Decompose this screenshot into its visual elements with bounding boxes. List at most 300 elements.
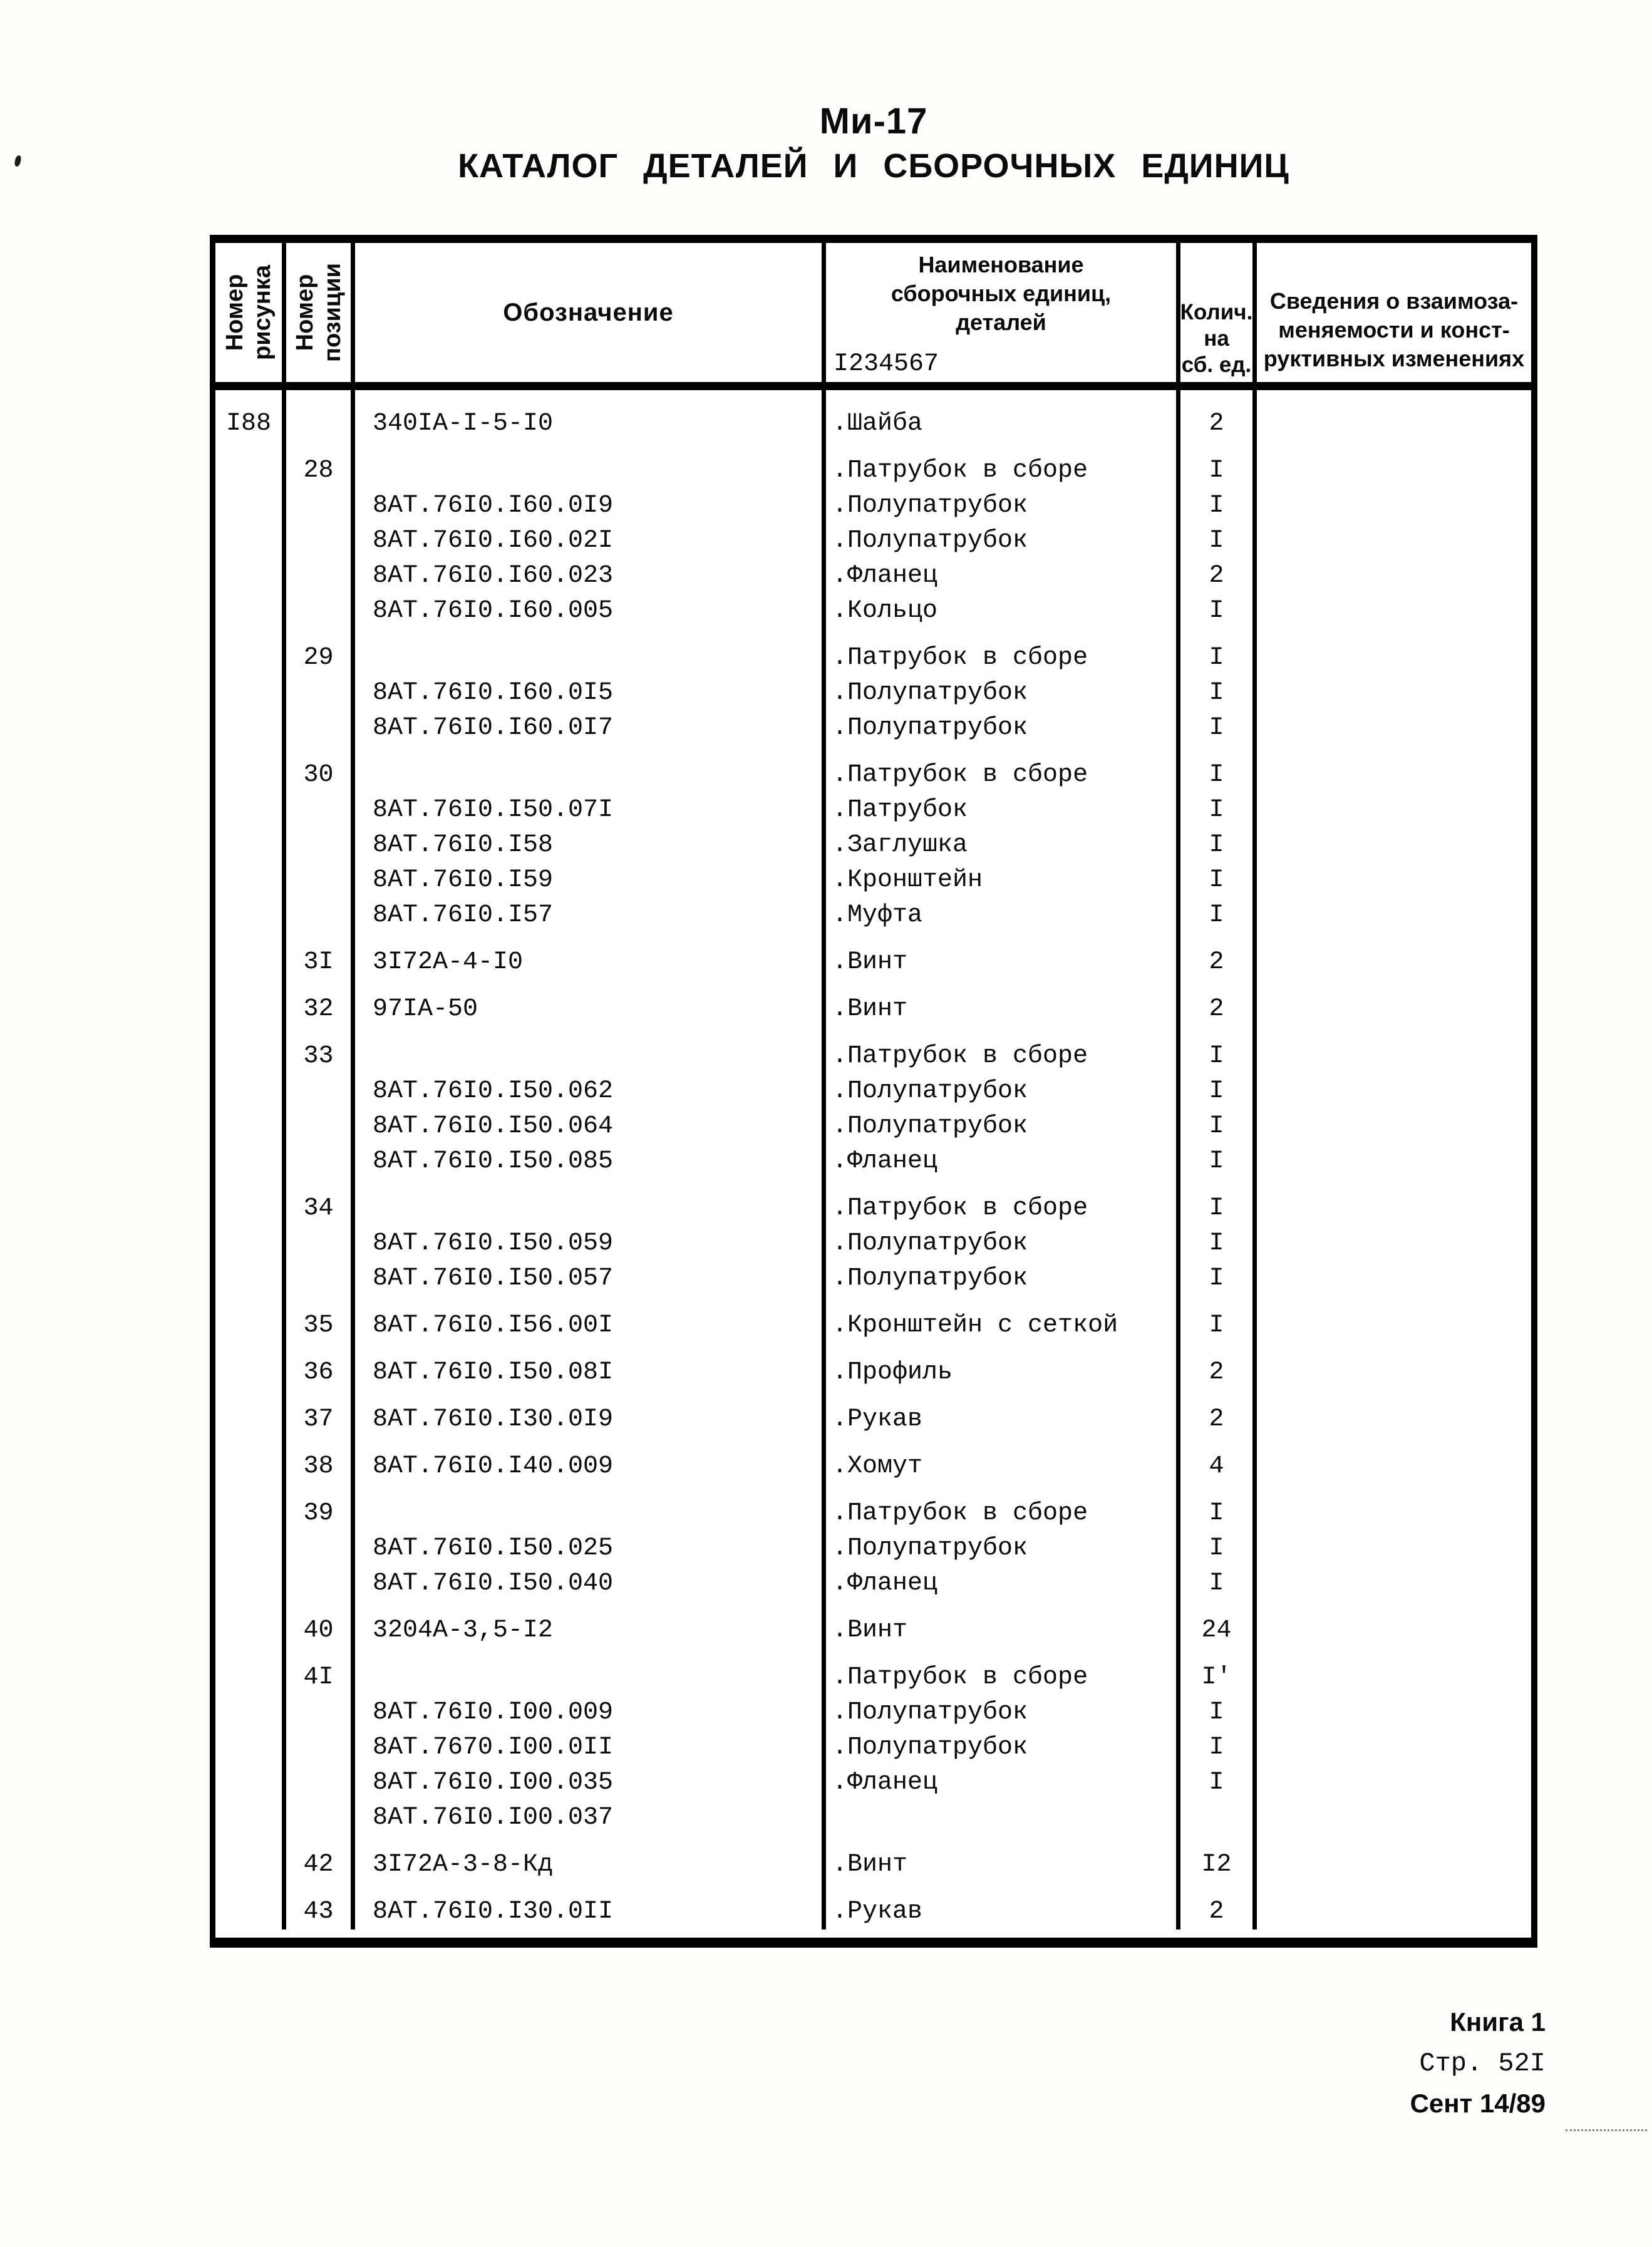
position-cell-text: 36 xyxy=(303,1358,334,1387)
position-cell-text: 42 xyxy=(303,1851,334,1879)
scan-artifact-dots xyxy=(1566,2129,1647,2131)
designation-cell xyxy=(355,1437,826,1484)
figure-number-cell xyxy=(215,524,286,559)
figure-number-cell xyxy=(215,1765,286,1800)
quantity-cell-text: I xyxy=(1209,457,1224,485)
figure-number-cell xyxy=(215,1296,286,1343)
name-cell xyxy=(826,1883,1180,1929)
designation-cell xyxy=(355,1343,826,1390)
designation-cell xyxy=(355,1883,826,1929)
designation-cell xyxy=(355,1765,826,1800)
page-number-label: Стр. 52I xyxy=(1419,2048,1546,2079)
figure-number-cell xyxy=(215,746,286,793)
quantity-cell xyxy=(1180,1883,1257,1929)
quantity-cell-text: 2 xyxy=(1209,1358,1224,1387)
designation-cell xyxy=(355,629,826,676)
notes-cell xyxy=(1257,980,1531,1027)
quantity-cell-text: I xyxy=(1209,761,1224,789)
quantity-cell xyxy=(1180,1730,1257,1765)
name-cell xyxy=(826,1109,1180,1144)
name-cell xyxy=(826,1261,1180,1296)
name-cell-text: .Патрубок в сборе xyxy=(832,1499,1088,1527)
position-cell xyxy=(286,488,355,524)
table-row xyxy=(215,1144,1531,1179)
table-row xyxy=(215,1730,1531,1765)
name-cell xyxy=(826,1531,1180,1566)
quantity-cell xyxy=(1180,559,1257,594)
designation-cell-text: 8АТ.76I0.I00.009 xyxy=(373,1698,614,1727)
table-row xyxy=(215,1531,1531,1566)
notes-cell xyxy=(1257,1296,1531,1343)
designation-cell-text: 8АТ.76I0.I60.02I xyxy=(373,527,614,555)
quantity-cell xyxy=(1180,1695,1257,1730)
designation-cell xyxy=(355,1695,826,1730)
designation-cell xyxy=(355,524,826,559)
designation-cell-text: 8АТ.76I0.I50.064 xyxy=(373,1112,614,1140)
name-cell xyxy=(826,933,1180,980)
position-cell xyxy=(286,1390,355,1437)
quantity-cell xyxy=(1180,676,1257,711)
table-row xyxy=(215,1226,1531,1261)
designation-cell-text: 8АТ.76I0.I50.08I xyxy=(373,1358,614,1387)
figure-number-cell xyxy=(215,594,286,629)
name-cell xyxy=(826,390,1180,442)
header-quantity-line2: на xyxy=(1204,326,1229,351)
notes-cell xyxy=(1257,828,1531,863)
notes-cell xyxy=(1257,1601,1531,1648)
name-cell-text: .Рукав xyxy=(832,1898,923,1926)
quantity-cell xyxy=(1180,1074,1257,1109)
position-cell xyxy=(286,1800,355,1836)
table-row xyxy=(215,898,1531,933)
designation-cell-text: 3I72А-4-I0 xyxy=(373,948,524,976)
table-row xyxy=(215,863,1531,898)
quantity-cell xyxy=(1180,1179,1257,1226)
quantity-cell-text: I xyxy=(1209,1147,1224,1175)
quantity-cell-text: I xyxy=(1209,1077,1224,1105)
table-row xyxy=(215,1648,1531,1695)
quantity-cell-text: 2 xyxy=(1209,1898,1224,1926)
designation-cell-text: 340IА-I-5-I0 xyxy=(373,410,554,438)
name-cell-text: .Фланец xyxy=(832,562,938,590)
figure-number-cell-text: I88 xyxy=(225,410,271,438)
name-cell-text: .Полупатрубок xyxy=(832,492,1028,520)
position-cell xyxy=(286,1109,355,1144)
notes-cell xyxy=(1257,1800,1531,1836)
header-name-line1: Наименование xyxy=(918,252,1084,277)
header-designation-label: Обозначение xyxy=(503,298,674,326)
table-row xyxy=(215,746,1531,793)
notes-cell xyxy=(1257,1437,1531,1484)
designation-cell-text: 8АТ.76I0.I58 xyxy=(373,831,554,859)
notes-cell xyxy=(1257,629,1531,676)
designation-cell xyxy=(355,1390,826,1437)
name-cell xyxy=(826,1800,1180,1836)
name-cell-text: .Муфта xyxy=(832,901,923,929)
name-cell xyxy=(826,559,1180,594)
designation-cell xyxy=(355,1648,826,1695)
name-cell xyxy=(826,746,1180,793)
notes-cell xyxy=(1257,1695,1531,1730)
quantity-cell xyxy=(1180,863,1257,898)
table-row xyxy=(215,1437,1531,1484)
designation-cell xyxy=(355,559,826,594)
figure-number-cell xyxy=(215,828,286,863)
table-header-row xyxy=(215,243,1531,390)
figure-number-cell xyxy=(215,1437,286,1484)
designation-cell xyxy=(355,793,826,828)
header-figure-number-cell xyxy=(215,243,286,382)
notes-cell xyxy=(1257,1765,1531,1800)
name-cell xyxy=(826,1648,1180,1695)
name-cell-text: .Винт xyxy=(832,995,908,1023)
position-cell xyxy=(286,629,355,676)
name-cell-text: .Фланец xyxy=(832,1569,938,1598)
designation-cell xyxy=(355,1226,826,1261)
table-row xyxy=(215,629,1531,676)
figure-number-cell xyxy=(215,1144,286,1179)
figure-number-cell xyxy=(215,1601,286,1648)
designation-cell-text: 8АТ.76I0.I30.0I9 xyxy=(373,1405,614,1433)
name-cell xyxy=(826,1027,1180,1074)
name-cell xyxy=(826,863,1180,898)
position-cell xyxy=(286,1836,355,1883)
designation-cell-text: 8АТ.76I0.I50.07I xyxy=(373,796,614,824)
notes-cell xyxy=(1257,524,1531,559)
table-row xyxy=(215,488,1531,524)
quantity-cell xyxy=(1180,629,1257,676)
quantity-cell-text: I xyxy=(1209,1194,1224,1222)
position-cell-text: 32 xyxy=(303,995,334,1023)
name-cell xyxy=(826,1601,1180,1648)
quantity-cell xyxy=(1180,524,1257,559)
book-label: Книга 1 xyxy=(1450,2007,1546,2037)
parts-table xyxy=(210,235,1537,1948)
position-cell xyxy=(286,1730,355,1765)
notes-cell xyxy=(1257,1390,1531,1437)
position-cell xyxy=(286,594,355,629)
quantity-cell-text: 2 xyxy=(1209,410,1224,438)
quantity-cell xyxy=(1180,1296,1257,1343)
name-cell-text: .Рукав xyxy=(832,1405,923,1433)
quantity-cell-text: I xyxy=(1209,1264,1224,1293)
quantity-cell xyxy=(1180,828,1257,863)
quantity-cell-text: I' xyxy=(1201,1663,1232,1692)
notes-cell xyxy=(1257,594,1531,629)
quantity-cell-text: 24 xyxy=(1201,1616,1232,1645)
designation-cell-text: 8АТ.76I0.I50.085 xyxy=(373,1147,614,1175)
designation-cell-text: 3204А-3,5-I2 xyxy=(373,1616,554,1645)
header-quantity-line1: Колич. xyxy=(1180,300,1253,324)
quantity-cell xyxy=(1180,1261,1257,1296)
designation-cell xyxy=(355,1800,826,1836)
header-name-line2: сборочных единиц, xyxy=(891,281,1112,306)
name-cell xyxy=(826,1296,1180,1343)
figure-number-cell xyxy=(215,711,286,746)
designation-cell xyxy=(355,676,826,711)
table-row xyxy=(215,1883,1531,1929)
name-cell xyxy=(826,524,1180,559)
name-cell xyxy=(826,442,1180,488)
name-cell xyxy=(826,1074,1180,1109)
figure-number-cell xyxy=(215,1648,286,1695)
name-cell xyxy=(826,1144,1180,1179)
table-row xyxy=(215,1074,1531,1109)
quantity-cell-text: I xyxy=(1209,1769,1224,1797)
name-cell xyxy=(826,1566,1180,1601)
position-cell xyxy=(286,1531,355,1566)
figure-number-cell xyxy=(215,1531,286,1566)
position-cell xyxy=(286,559,355,594)
header-position-line1: Номер xyxy=(291,274,318,351)
table-row xyxy=(215,1296,1531,1343)
quantity-cell-text: I xyxy=(1209,679,1224,707)
table-row xyxy=(215,933,1531,980)
position-cell xyxy=(286,933,355,980)
quantity-cell-text: I xyxy=(1209,831,1224,859)
table-row xyxy=(215,1765,1531,1800)
quantity-cell xyxy=(1180,898,1257,933)
designation-cell xyxy=(355,1836,826,1883)
position-cell xyxy=(286,1484,355,1531)
quantity-cell xyxy=(1180,1765,1257,1800)
name-cell-text: .Винт xyxy=(832,1616,908,1645)
header-name-cell xyxy=(826,243,1180,382)
designation-cell-text: 8АТ.76I0.I60.023 xyxy=(373,562,614,590)
notes-cell xyxy=(1257,933,1531,980)
designation-cell-text: 8АТ.76I0.I30.0II xyxy=(373,1898,614,1926)
table-row xyxy=(215,390,1531,442)
quantity-cell-text: 2 xyxy=(1209,562,1224,590)
designation-cell xyxy=(355,933,826,980)
name-cell-text: .Патрубок в сборе xyxy=(832,1042,1088,1070)
notes-cell xyxy=(1257,793,1531,828)
figure-number-cell xyxy=(215,1343,286,1390)
name-cell xyxy=(826,1226,1180,1261)
figure-number-cell xyxy=(215,442,286,488)
position-cell xyxy=(286,1648,355,1695)
quantity-cell xyxy=(1180,442,1257,488)
name-cell-text: .Патрубок xyxy=(832,796,968,824)
notes-cell xyxy=(1257,390,1531,442)
name-cell xyxy=(826,1484,1180,1531)
quantity-cell-text: I xyxy=(1209,1229,1224,1258)
designation-cell xyxy=(355,442,826,488)
quantity-cell xyxy=(1180,1226,1257,1261)
position-cell-text: 33 xyxy=(303,1042,334,1070)
page-title-catalog: КАТАЛОГ ДЕТАЛЕЙ И СБОРОЧНЫХ ЕДИНИЦ xyxy=(458,147,1289,185)
figure-number-cell xyxy=(215,488,286,524)
position-cell-text: 35 xyxy=(303,1311,334,1340)
header-notes-line2: меняемости и конст- xyxy=(1278,317,1510,343)
designation-cell-text: 8АТ.76I0.I60.005 xyxy=(373,597,614,625)
quantity-cell xyxy=(1180,711,1257,746)
quantity-cell xyxy=(1180,933,1257,980)
figure-number-cell xyxy=(215,676,286,711)
name-cell-text: .Хомут xyxy=(832,1452,923,1480)
table-row xyxy=(215,828,1531,863)
name-cell-text: .Полупатрубок xyxy=(832,1534,1028,1563)
quantity-cell-text: I xyxy=(1209,1534,1224,1563)
position-cell xyxy=(286,1179,355,1226)
table-row xyxy=(215,442,1531,488)
name-cell-text: .Заглушка xyxy=(832,831,968,859)
position-cell xyxy=(286,390,355,442)
designation-cell xyxy=(355,1179,826,1226)
position-cell xyxy=(286,828,355,863)
table-row xyxy=(215,524,1531,559)
quantity-cell xyxy=(1180,980,1257,1027)
position-cell xyxy=(286,1144,355,1179)
notes-cell xyxy=(1257,1226,1531,1261)
position-cell xyxy=(286,1566,355,1601)
figure-number-cell xyxy=(215,1074,286,1109)
designation-cell xyxy=(355,594,826,629)
scan-artifact-mark xyxy=(14,155,22,167)
quantity-cell-text: I xyxy=(1209,1042,1224,1070)
figure-number-cell xyxy=(215,559,286,594)
position-cell xyxy=(286,898,355,933)
name-cell xyxy=(826,1343,1180,1390)
figure-number-cell xyxy=(215,980,286,1027)
notes-cell xyxy=(1257,1484,1531,1531)
position-cell xyxy=(286,1343,355,1390)
quantity-cell-text: I2 xyxy=(1201,1851,1232,1879)
table-row xyxy=(215,1601,1531,1648)
figure-reference-number: I234567 xyxy=(834,350,939,378)
position-cell-text: 30 xyxy=(303,761,334,789)
name-cell-text: .Патрубок в сборе xyxy=(832,761,1088,789)
position-cell-text: 3I xyxy=(303,948,334,976)
quantity-cell xyxy=(1180,1437,1257,1484)
quantity-cell-text: I xyxy=(1209,597,1224,625)
name-cell-text: .Полупатрубок xyxy=(832,1733,1028,1762)
position-cell xyxy=(286,793,355,828)
name-cell xyxy=(826,1695,1180,1730)
name-cell-text: .Патрубок в сборе xyxy=(832,644,1088,672)
figure-number-cell xyxy=(215,1109,286,1144)
designation-cell xyxy=(355,711,826,746)
notes-cell xyxy=(1257,1531,1531,1566)
designation-cell xyxy=(355,1566,826,1601)
date-label: Сент 14/89 xyxy=(1410,2089,1546,2118)
name-cell xyxy=(826,898,1180,933)
quantity-cell xyxy=(1180,1027,1257,1074)
table-row xyxy=(215,559,1531,594)
figure-number-cell xyxy=(215,1179,286,1226)
notes-cell xyxy=(1257,1566,1531,1601)
header-notes-line3: руктивных изменениях xyxy=(1263,346,1525,371)
quantity-cell-text: 2 xyxy=(1209,995,1224,1023)
quantity-cell xyxy=(1180,1390,1257,1437)
notes-cell xyxy=(1257,1109,1531,1144)
name-cell-text: .Кронштейн xyxy=(832,866,983,894)
designation-cell-text: 8АТ.76I0.I50.040 xyxy=(373,1569,614,1598)
notes-cell xyxy=(1257,442,1531,488)
position-cell-text: 37 xyxy=(303,1405,334,1433)
designation-cell-text: 97IА-50 xyxy=(373,995,478,1023)
position-cell-text: 4I xyxy=(303,1663,334,1692)
position-cell-text: 39 xyxy=(303,1499,334,1527)
notes-cell xyxy=(1257,1836,1531,1883)
notes-cell xyxy=(1257,1144,1531,1179)
quantity-cell xyxy=(1180,1109,1257,1144)
table-row xyxy=(215,676,1531,711)
name-cell xyxy=(826,676,1180,711)
position-cell xyxy=(286,1027,355,1074)
figure-number-cell xyxy=(215,1566,286,1601)
table-row xyxy=(215,1390,1531,1437)
notes-cell xyxy=(1257,1883,1531,1929)
designation-cell-text: 8АТ.76I0.I57 xyxy=(373,901,554,929)
designation-cell xyxy=(355,1027,826,1074)
quantity-cell-text: I xyxy=(1209,1311,1224,1340)
name-cell xyxy=(826,828,1180,863)
quantity-cell xyxy=(1180,1531,1257,1566)
designation-cell xyxy=(355,1261,826,1296)
position-cell xyxy=(286,442,355,488)
figure-number-cell xyxy=(215,629,286,676)
name-cell-text: .Полупатрубок xyxy=(832,714,1028,742)
name-cell-text: .Полупатрубок xyxy=(832,527,1028,555)
header-notes-cell xyxy=(1257,243,1531,382)
position-cell xyxy=(286,1883,355,1929)
header-name-line3: деталей xyxy=(956,309,1046,335)
notes-cell xyxy=(1257,1648,1531,1695)
name-cell-text: .Патрубок в сборе xyxy=(832,1663,1088,1692)
quantity-cell xyxy=(1180,1144,1257,1179)
designation-cell xyxy=(355,1144,826,1179)
name-cell-text: .Профиль xyxy=(832,1358,953,1387)
position-cell xyxy=(286,711,355,746)
designation-cell xyxy=(355,863,826,898)
notes-cell xyxy=(1257,676,1531,711)
table-row xyxy=(215,1109,1531,1144)
name-cell-text: .Кольцо xyxy=(832,597,938,625)
quantity-cell-text: I xyxy=(1209,1112,1224,1140)
table-row xyxy=(215,1179,1531,1226)
notes-cell xyxy=(1257,1730,1531,1765)
name-cell-text: .Винт xyxy=(832,1851,908,1879)
quantity-cell-text: I xyxy=(1209,527,1224,555)
quantity-cell xyxy=(1180,1836,1257,1883)
notes-cell xyxy=(1257,1027,1531,1074)
position-cell xyxy=(286,1601,355,1648)
name-cell-text: .Полупатрубок xyxy=(832,679,1028,707)
name-cell xyxy=(826,793,1180,828)
designation-cell xyxy=(355,390,826,442)
notes-cell xyxy=(1257,1343,1531,1390)
table-row xyxy=(215,711,1531,746)
name-cell xyxy=(826,629,1180,676)
position-cell xyxy=(286,1226,355,1261)
quantity-cell-text: 4 xyxy=(1209,1452,1224,1480)
table-row xyxy=(215,1800,1531,1836)
quantity-cell xyxy=(1180,1566,1257,1601)
quantity-cell xyxy=(1180,1601,1257,1648)
designation-cell xyxy=(355,1601,826,1648)
designation-cell-text: 8АТ.76I0.I50.059 xyxy=(373,1229,614,1258)
position-cell xyxy=(286,1695,355,1730)
notes-cell xyxy=(1257,711,1531,746)
header-figure-line2: рисунка xyxy=(249,265,276,360)
position-cell-text: 38 xyxy=(303,1452,334,1480)
figure-number-cell xyxy=(215,863,286,898)
figure-number-cell xyxy=(215,1800,286,1836)
name-cell xyxy=(826,980,1180,1027)
position-cell-text: 28 xyxy=(303,457,334,485)
name-cell-text: .Патрубок в сборе xyxy=(832,1194,1088,1222)
